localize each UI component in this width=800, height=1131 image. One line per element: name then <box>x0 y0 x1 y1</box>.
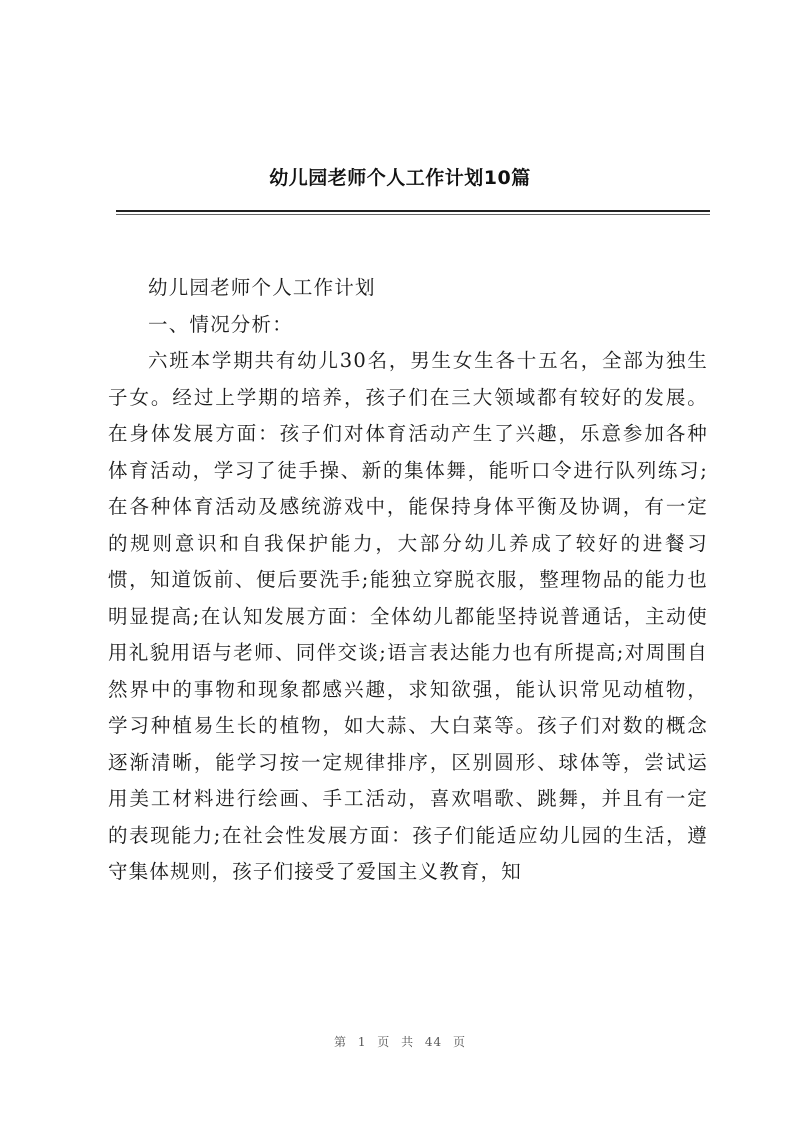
page-footer: 第 1 页 共 44 页 <box>334 1035 466 1049</box>
section-heading: 一、情况分析： <box>148 312 293 336</box>
title-divider <box>116 210 710 212</box>
document-body <box>108 270 708 891</box>
title-divider-thin <box>116 214 710 215</box>
body-paragraph: 六班本学期共有幼儿30名，男生女生各十五名，全部为独生子女。经过上学期的培养，孩子们在三大领域都有较好的发展。在身体发展方面：孩子们对体育活动产生了兴趣，乐意参加各种体育活动，学习了徒手操、新的集体舞，能听口令进行队列练习;在各种体育活动及感统游戏中，能保持身体平衡及协调，有一定的规则意识和自我保护能力，大部分幼儿养成了较好的进餐习惯，知道饭前、便后要洗手;能独立穿脱衣服，整理物品的能力也明显提高;在认知发展方面：全体幼儿都能坚持说普通话，主动使用礼貌用语与老师、同伴交谈;语言表达能力也有所提高;对周围自然界中的事物和现象都感兴趣，求知欲强，能认识常见动植物，学习种植易生长的植物，如大蒜、大白菜等。孩子们对数的概念逐渐清晰，能学习按一定规律排序，区别圆形、球体等，尝试运用美工材料进行绘画、手工活动，喜欢唱歌、跳舞，并且有一定的表现能力;在社会性发展方面：孩子们能适应幼儿园的生活，遵守集体规则，孩子们接受了爱国主义教育，知 <box>108 349 708 883</box>
document-title: 幼儿园老师个人工作计划10篇 <box>269 167 531 189</box>
section-subtitle: 幼儿园老师个人工作计划 <box>148 276 376 299</box>
